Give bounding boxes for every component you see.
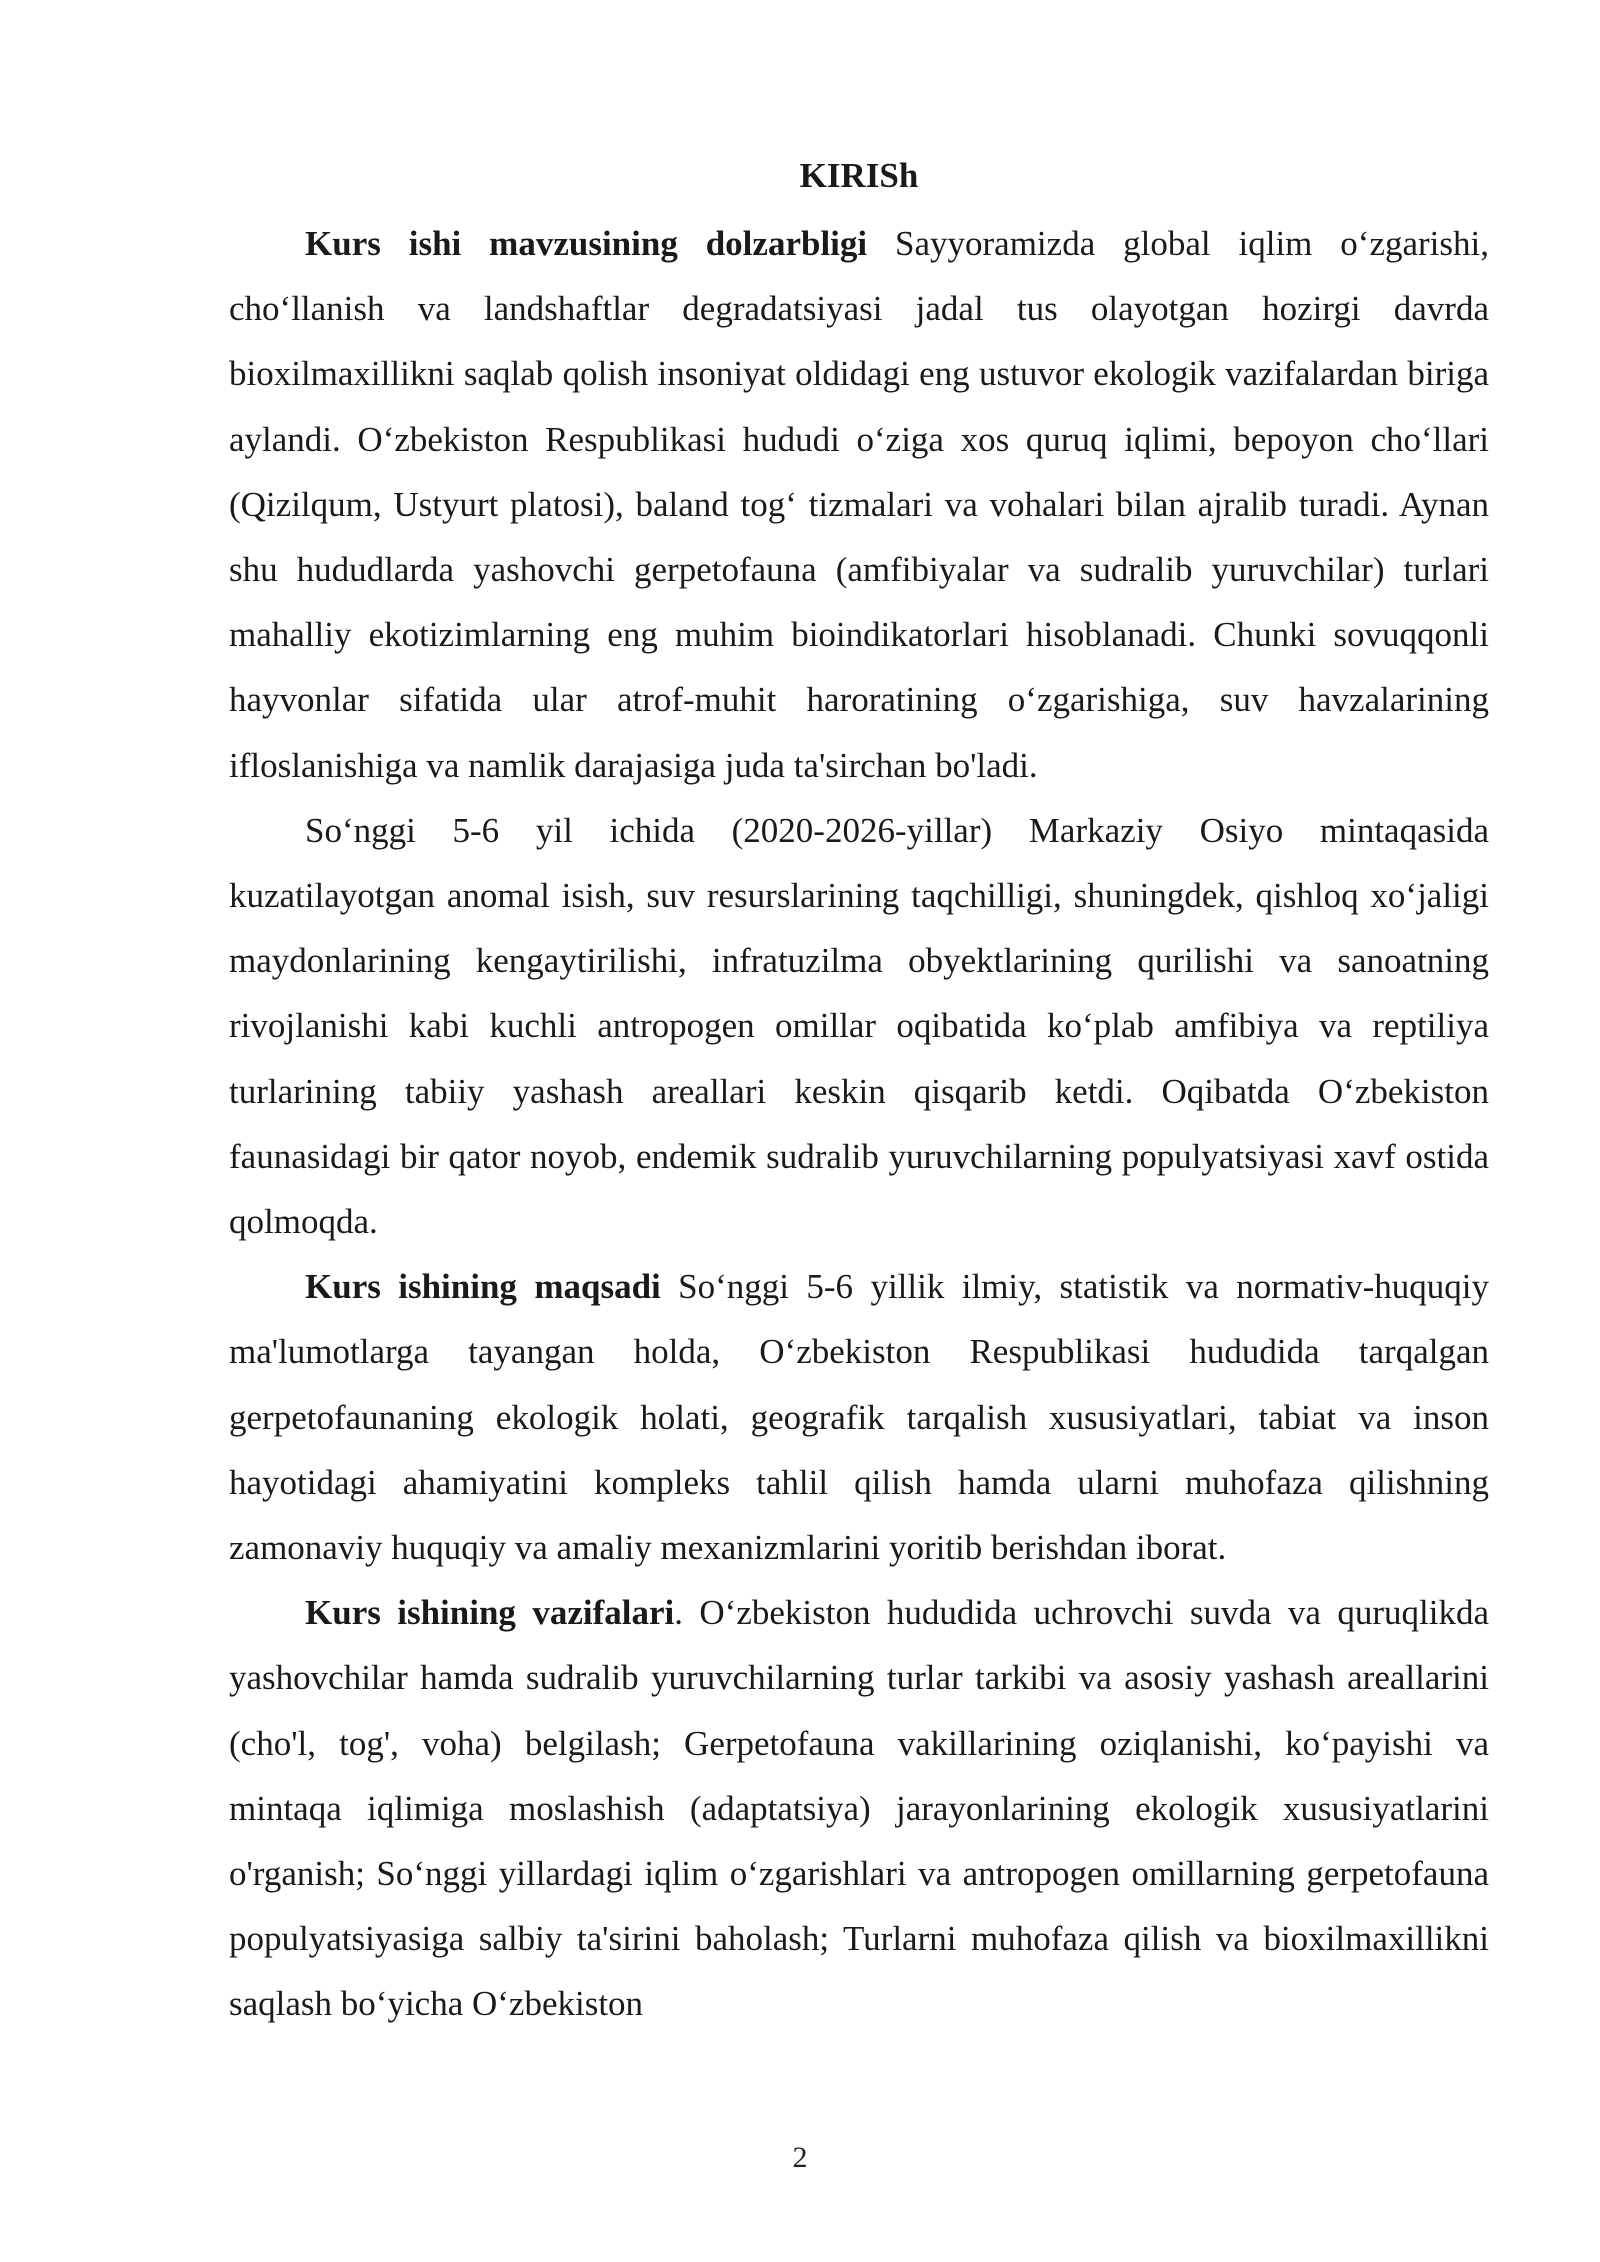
page-number: 2 <box>792 2141 808 2174</box>
paragraph-text: So‘nggi 5-6 yillik ilmiy, statistik va normativ-huquqiy ma'lumotlarga tayangan holda, O‘zbekiston Respublikasi hududida tarqalgan gerpetofaunaning ekologik holati, geografik tarqalish xususiyatlari, tabiat va inson hayotidagi ahamiyatini kompleks tahlil qilish hamda ularni muhofaza qilishning zamonaviy huquqiy va amaliy mexanizmlarini yoritib berishdan iborat. <box>229 1267 1489 1568</box>
paragraph-recent-years <box>229 798 1489 1254</box>
paragraph-heading: Kurs ishining maqsadi <box>305 1267 661 1307</box>
section-title: KIRISh <box>799 156 919 195</box>
document-page <box>229 146 1489 2037</box>
paragraph-relevance <box>229 211 1489 798</box>
paragraph-text: Sayyoramizda global iqlim o‘zgarishi, cho‘llanish va landshaftlar degradatsiyasi jadal tus olayotgan hozirgi davrda bioxilmaxillikni saqlab qolish insoniyat oldidagi eng ustuvor ekologik vazifalardan biriga aylandi. O‘zbekiston Respublikasi hududi o‘ziga xos quruq iqlimi, bepoyon cho‘llari (Qizilqum, Ustyurt platosi), baland tog‘ tizmalari va vohalari bilan ajralib turadi. Aynan shu hududlarda yashovchi gerpetofauna (amfibiyalar va sudralib yuruvchilar) turlari mahalliy ekotizimlarning eng muhim bioindikatorlari hisoblanadi. Chunki sovuqqonli hayvonlar sifatida ular atrof-muhit haroratining o‘zgarishiga, suv havzalarining ifloslanishiga va namlik darajasiga juda ta'sirchan bo'ladi. <box>229 224 1489 785</box>
paragraph-text: . O‘zbekiston hududida uchrovchi suvda va quruqlikda yashovchilar hamda sudralib yuruvchilarning turlar tarkibi va asosiy yashash areallarini (cho'l, tog', voha) belgilash; Gerpetofauna vakillarining oziqlanishi, ko‘payishi va mintaqa iqlimiga moslashish (adaptatsiya) jarayonlarining ekologik xususiyatlarini o'rganish; So‘nggi yillardagi iqlim o‘zgarishlari va antropogen omillarning gerpetofauna populyatsiyasiga salbiy ta'sirini baholash; Turlarni muhofaza qilish va bioxilmaxillikni saqlash bo‘yicha O‘zbekiston <box>229 1593 1489 2024</box>
paragraph-heading: Kurs ishi mavzusining dolzarbligi <box>305 224 868 263</box>
paragraph-tasks <box>229 1580 1489 2036</box>
paragraph-heading: Kurs ishining vazifalari <box>305 1593 675 1633</box>
paragraph-text: So‘nggi 5-6 yil ichida (2020-2026-yillar) Markaziy Osiyo mintaqasida kuzatilayotgan anomal isish, suv resurslarining taqchilligi, shuningdek, qishloq xo‘jaligi maydonlarining kengaytirilishi, infratuzilma obyektlarining qurilishi va sanoatning rivojlanishi kabi kuchli antropogen omillar oqibatida ko‘plab amfibiya va reptiliya turlarining tabiiy yashash areallari keskin qisqarib ketdi. Oqibatda O‘zbekiston faunasidagi bir qator noyob, endemik sudralib yuruvchilarning populyatsiyasi xavf ostida qolmoqda. <box>229 810 1489 1242</box>
paragraph-goal <box>229 1254 1489 1580</box>
